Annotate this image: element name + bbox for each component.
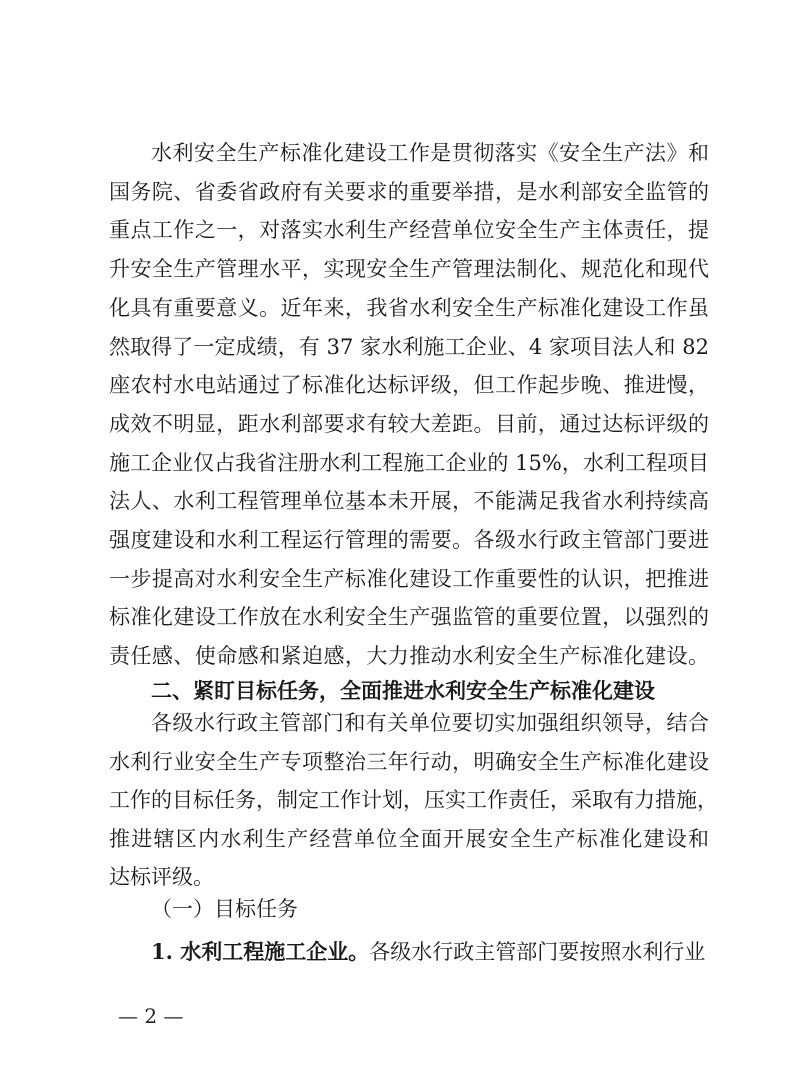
paragraph-line: 推进辖区内水利生产经营单位全面开展安全生产标准化建设和: [109, 826, 709, 851]
paragraph-line: 升安全生产管理水平，实现安全生产管理法制化、规范化和现代: [109, 257, 709, 282]
item-text: 各级水行政主管部门要按照水利行业: [369, 940, 706, 964]
paragraph-line: 成效不明显，距水利部要求有较大差距。目前，通过达标评级的: [109, 411, 709, 436]
item-lead: 1. 水利工程施工企业。: [151, 939, 370, 964]
subsection-heading: （一）目标任务: [151, 897, 298, 921]
paragraph-line: 强度建设和水利工程运行管理的需要。各级水行政主管部门要进: [109, 528, 709, 552]
numbered-item-line: [151, 937, 709, 967]
page-number: — 2 —: [118, 1004, 184, 1028]
paragraph-line: 座农村水电站通过了标准化达标评级，但工作起步晚、推进慢，: [109, 373, 709, 398]
paragraph-line: 达标评级。: [109, 865, 214, 889]
paragraph-line: 化具有重要意义。近年来，我省水利安全生产标准化建设工作虽: [109, 295, 709, 320]
paragraph-line: 各级水行政主管部门和有关单位要切实加强组织领导，结合: [151, 711, 709, 735]
paragraph-line: 责任感、使命感和紧迫感，大力推动水利安全生产标准化建设。: [109, 644, 709, 669]
paragraph-line: 重点工作之一，对落实水利生产经营单位安全生产主体责任，提: [109, 218, 709, 243]
paragraph-line: 国务院、省委省政府有关要求的重要举措，是水利部安全监管的: [109, 179, 709, 204]
paragraph-line: 工作的目标任务，制定工作计划，压实工作责任，采取有力措施，: [109, 788, 718, 812]
paragraph-line: 水利安全生产标准化建设工作是贯彻落实《安全生产法》和: [151, 141, 709, 165]
paragraph-line: 一步提高对水利安全生产标准化建设工作重要性的认识，把推进: [109, 566, 709, 591]
paragraph-line: 然取得了一定成绩，有 37 家水利施工企业、4 家项目法人和 82: [109, 334, 709, 359]
paragraph-line: 水利行业安全生产专项整治三年行动，明确安全生产标准化建设: [109, 749, 709, 774]
paragraph-line: 法人、水利工程管理单位基本未开展，不能满足我省水利持续高: [109, 489, 709, 514]
paragraph-line: 施工企业仅占我省注册水利工程施工企业的 15%，水利工程项目: [109, 450, 709, 475]
section-heading: 二、紧盯目标任务，全面推进水利安全生产标准化建设: [151, 679, 655, 703]
paragraph-line: 标准化建设工作放在水利安全生产强监管的重要位置，以强烈的: [109, 605, 709, 630]
